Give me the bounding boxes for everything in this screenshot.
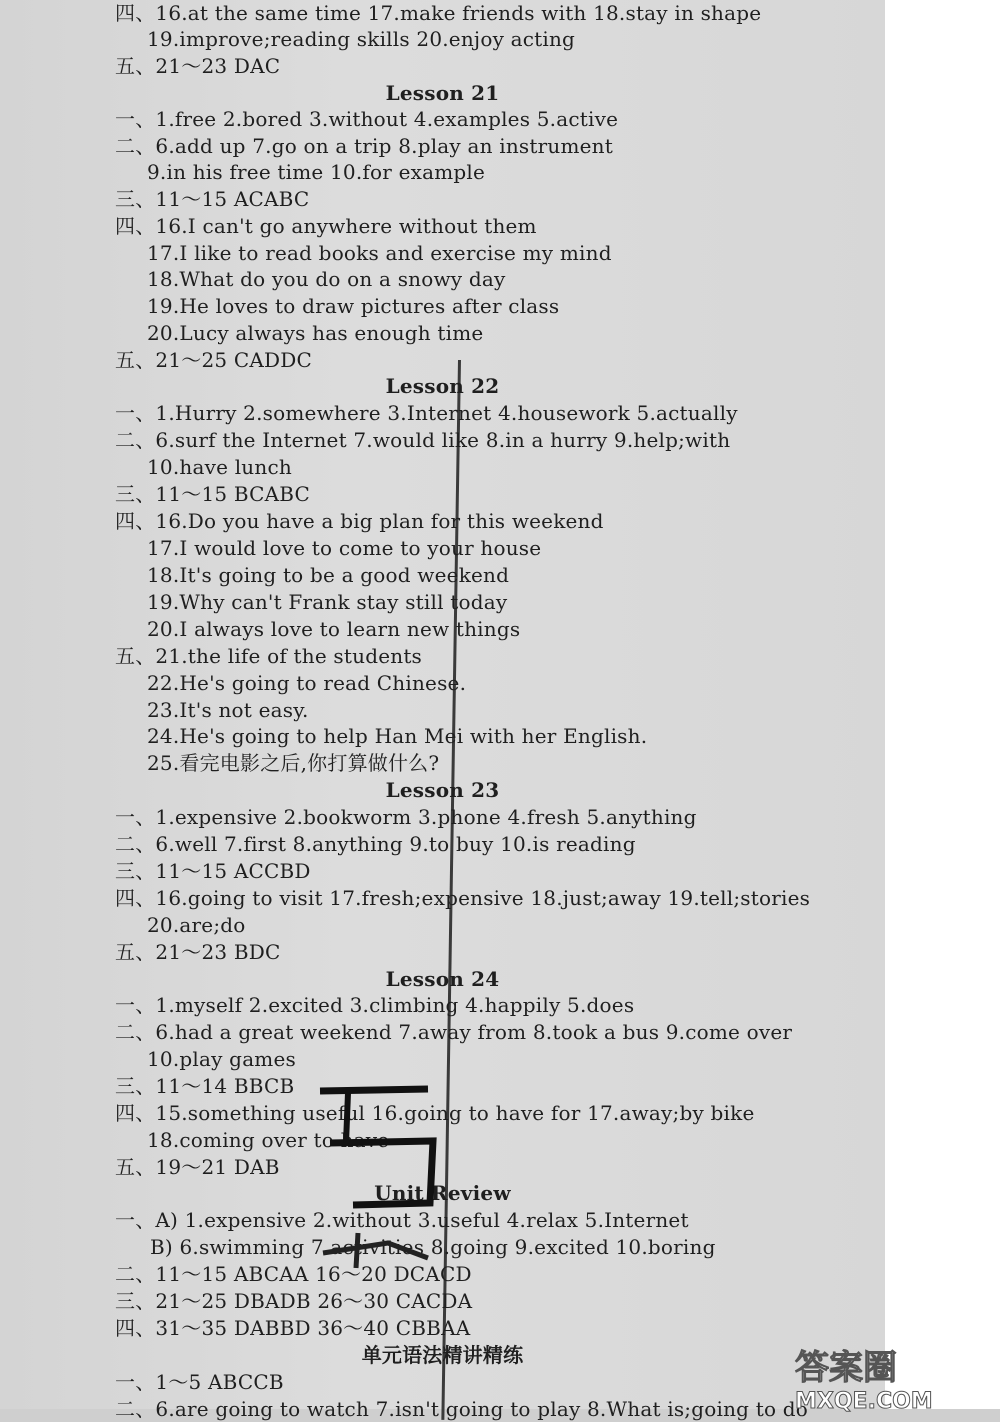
answer-line: 四、16.at the same time 17.make friends with 18.stay in shape (115, 1, 762, 25)
answer-line: 二、11～15 ABCAA 16～20 DCACD (115, 1262, 472, 1286)
answer-line: 二、6.had a great weekend 7.away from 8.took a bus 9.come over (115, 1020, 793, 1044)
answer-line: 25.看完电影之后,你打算做什么? (147, 751, 440, 775)
answer-line: 五、21～25 CADDC (115, 348, 312, 372)
answer-line: 24.He's going to help Han Mei with her English. (147, 724, 648, 748)
section-heading: Lesson 22 (385, 374, 500, 398)
answer-line: 四、31～35 DABBD 36～40 CBBAA (115, 1316, 471, 1340)
section-heading: Lesson 23 (385, 778, 500, 802)
answer-line: 四、16.going to visit 17.fresh;expensive 18.just;away 19.tell;stories (115, 886, 811, 910)
handwritten-mark (318, 1083, 438, 1273)
answer-line: 二、6.add up 7.go on a trip 8.play an instrument (115, 134, 613, 158)
answer-line: 10.play games (147, 1047, 296, 1071)
answer-line: B) 6.swimming 7.activities 8.going 9.excited 10.boring (150, 1235, 716, 1259)
answer-line: 一、1～5 ABCCB (115, 1370, 284, 1394)
answer-line: 四、16.Do you have a big plan for this weekend (115, 509, 604, 533)
section-heading: Lesson 21 (385, 81, 500, 105)
answer-line: 二、6.surf the Internet 7.would like 8.in a hurry 9.help;with (115, 428, 731, 452)
section-heading: 单元语法精讲精练 (361, 1343, 524, 1367)
answer-line: 五、21.the life of the students (115, 644, 423, 668)
answer-line: 五、21～23 DAC (115, 54, 281, 78)
page-margin (885, 0, 1000, 1409)
answer-line: 二、6.well 7.first 8.anything 9.to buy 10.is reading (115, 832, 636, 856)
answer-line: 三、11～15 BCABC (115, 482, 311, 506)
watermark-logo: 答案圈 (795, 1348, 897, 1388)
answer-line: 一、1.free 2.bored 3.without 4.examples 5.active (115, 107, 619, 131)
answer-line: 二、6.are going to watch 7.isn't going to play 8.What is;going to do (115, 1397, 809, 1421)
watermark-url: MXQE.COM (795, 1389, 933, 1414)
answer-line: 22.He's going to read Chinese. (147, 671, 467, 695)
answer-line: 一、A) 1.expensive 2.without 3.useful 4.relax 5.Internet (115, 1208, 689, 1232)
answer-line: 一、1.myself 2.excited 3.climbing 4.happily 5.does (115, 993, 635, 1017)
answer-line: 10.have lunch (147, 455, 292, 479)
answer-line: 18.What do you do on a snowy day (147, 267, 506, 291)
answer-line: 17.I like to read books and exercise my mind (147, 241, 612, 265)
answer-line: 三、21～25 DBADB 26～30 CACDA (115, 1289, 473, 1313)
answer-line: 五、21～23 BDC (115, 940, 281, 964)
answer-line: 一、1.Hurry 2.somewhere 3.Internet 4.housework 5.actually (115, 401, 738, 425)
answer-line: 19.Why can't Frank stay still today (147, 590, 508, 614)
answer-line: 17.I would love to come to your house (147, 536, 542, 560)
section-heading: Unit Review (374, 1181, 511, 1205)
answer-line: 四、16.I can't go anywhere without them (115, 214, 537, 238)
answer-line: 20.Lucy always has enough time (147, 321, 484, 345)
section-heading: Lesson 24 (385, 967, 500, 991)
answer-line: 三、11～14 BBCB (115, 1074, 295, 1098)
answer-line: 18.coming over to have (147, 1128, 390, 1152)
answer-line: 23.It's not easy. (147, 698, 309, 722)
answer-line: 三、11～15 ACCBD (115, 859, 311, 883)
answer-line: 三、11～15 ACABC (115, 187, 310, 211)
answer-line: 9.in his free time 10.for example (147, 160, 486, 184)
watermark (795, 1340, 995, 1414)
answer-line: 20.are;do (147, 913, 246, 937)
answer-line: 19.He loves to draw pictures after class (147, 294, 560, 318)
answer-line: 18.It's going to be a good weekend (147, 563, 510, 587)
answer-line: 四、15.something useful 16.going to have for 17.away;by bike (115, 1101, 755, 1125)
answer-line: 五、19～21 DAB (115, 1155, 280, 1179)
answer-line: 20.I always love to learn new things (147, 617, 521, 641)
answer-line: 19.improve;reading skills 20.enjoy acting (147, 27, 576, 51)
answer-line: 一、1.expensive 2.bookworm 3.phone 4.fresh 5.anything (115, 805, 697, 829)
